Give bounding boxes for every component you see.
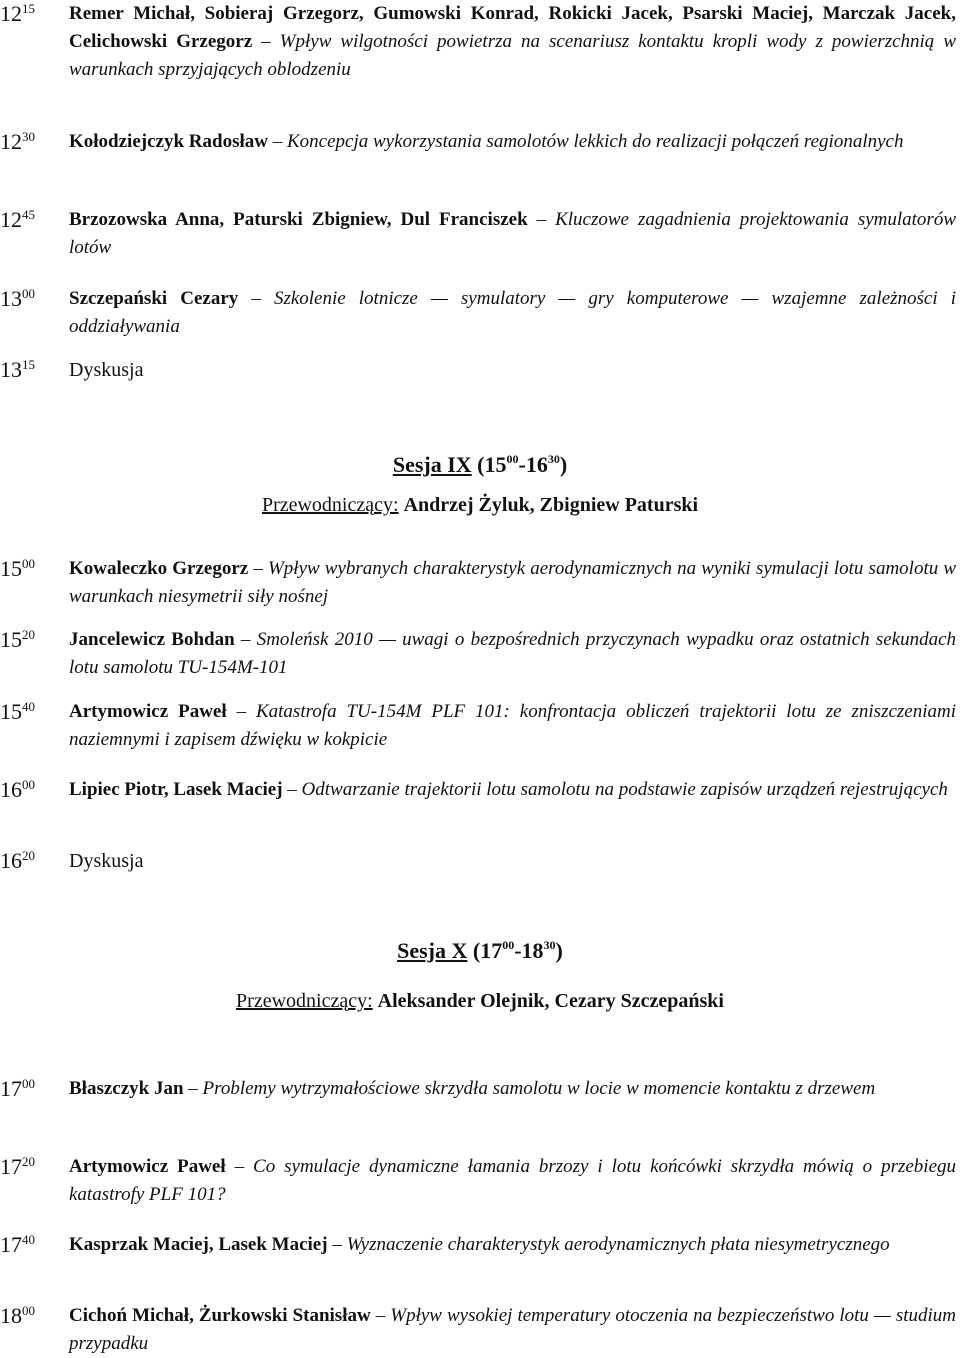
- talk-description: [69, 776, 956, 804]
- talk-description: [69, 356, 956, 385]
- session-time-range: [472, 452, 567, 477]
- talk-separator: –: [536, 209, 547, 230]
- session-name: Sesja IX: [392, 452, 472, 477]
- range-end-hour: -16: [518, 452, 548, 477]
- talk-separator: –: [234, 1156, 245, 1177]
- talk-separator: –: [240, 629, 251, 650]
- talk-description: [69, 626, 956, 682]
- time-minute: 00: [22, 1076, 35, 1091]
- talk-separator: –: [251, 288, 261, 309]
- talk-description: [69, 1231, 956, 1259]
- session-time-range: [467, 938, 562, 963]
- talk-separator: –: [375, 1305, 386, 1326]
- talk-title: Wpływ wysokiej temperatury otoczenia na bezpieczeństwo lotu — studium przypadku: [69, 1305, 957, 1354]
- range-end-minute: 30: [547, 452, 560, 466]
- time-minute: 40: [22, 699, 35, 714]
- talk-description: [69, 555, 956, 611]
- time-hour: 16: [0, 777, 22, 802]
- range-start-hour: (15: [471, 452, 507, 477]
- discussion-label: Dyskusja: [69, 850, 144, 872]
- talk-authors: Jancelewicz Bohdan: [69, 629, 235, 650]
- time-slot: [0, 356, 66, 384]
- talk-separator: –: [287, 779, 297, 800]
- time-slot: [0, 206, 66, 234]
- talk-title: Szkolenie lotnicze — symulatory — gry komputerowe — wzajemne zależności i oddziaływania: [69, 288, 956, 337]
- time-slot: [0, 776, 66, 804]
- time-minute: 00: [22, 1303, 35, 1318]
- time-minute: 30: [22, 129, 35, 144]
- talk-authors: Artymowicz Paweł: [69, 701, 227, 722]
- talk-description: [69, 285, 956, 341]
- chair-names: Andrzej Żyluk, Zbigniew Paturski: [403, 494, 699, 516]
- talk-title: Koncepcja wykorzystania samolotów lekkich do realizacji połączeń regionalnych: [286, 131, 904, 152]
- time-minute: 00: [22, 286, 35, 301]
- time-slot: [0, 847, 66, 875]
- time-slot: [0, 698, 66, 726]
- time-slot: [0, 128, 66, 156]
- time-minute: 20: [22, 1154, 35, 1169]
- talk-authors: Błaszczyk Jan: [69, 1078, 184, 1099]
- talk-description: [69, 0, 956, 84]
- time-minute: 15: [22, 1, 35, 16]
- range-close: ): [555, 938, 563, 963]
- session-chairs: [0, 987, 960, 1015]
- discussion-label: Dyskusja: [69, 359, 144, 381]
- time-minute: 00: [22, 556, 35, 571]
- time-slot: [0, 1153, 66, 1181]
- range-close: ): [559, 452, 568, 477]
- talk-title: Problemy wytrzymałościowe skrzydła samolotu w locie w momencie kontaktu z drzewem: [202, 1078, 876, 1099]
- talk-title: Kluczowe zagadnienia projektowania symulatorów lotów: [69, 209, 956, 258]
- talk-title: Wpływ wilgotności powietrza na scenariusz kontaktu kropli wody z powierzchnią w warunkach sprzyjających oblodzeniu: [69, 31, 956, 80]
- time-minute: 00: [22, 777, 35, 792]
- time-minute: 40: [22, 1232, 35, 1247]
- chair-names: Aleksander Olejnik, Cezary Szczepański: [377, 990, 724, 1012]
- talk-title: Co symulacje dynamiczne łamania brzozy i lotu końcówki skrzydła mówią o przebiegu katastrofy PLF 101?: [69, 1156, 957, 1205]
- talk-title: Wyznaczenie charakterystyk aerodynamicznych płata niesymetrycznego: [346, 1234, 890, 1255]
- time-hour: 12: [0, 129, 22, 154]
- time-minute: 20: [22, 627, 35, 642]
- talk-authors: Cichoń Michał, Żurkowski Stanisław: [69, 1305, 371, 1326]
- talk-authors: Kasprzak Maciej, Lasek Maciej: [69, 1234, 328, 1255]
- time-hour: 15: [0, 556, 22, 581]
- talk-authors: Remer Michał, Sobieraj Grzegorz, Gumowski Konrad, Rokicki Jacek, Psarski Maciej, Marczak Jacek, Celichowski Grzegorz: [69, 3, 956, 52]
- time-slot: [0, 1302, 66, 1330]
- talk-separator: –: [261, 31, 271, 52]
- time-slot: [0, 285, 66, 313]
- talk-separator: –: [188, 1078, 198, 1099]
- session-chairs: [0, 491, 960, 519]
- time-hour: 13: [0, 357, 22, 382]
- talk-authors: Kowaleczko Grzegorz: [69, 558, 249, 579]
- talk-title: Wpływ wybranych charakterystyk aerodynamicznych na wyniki symulacji lotu samolotu w warunkach niesymetrii siły nośnej: [69, 558, 957, 607]
- talk-description: [69, 698, 956, 754]
- time-hour: 15: [0, 699, 22, 724]
- time-hour: 17: [0, 1232, 22, 1257]
- session-heading: [0, 450, 960, 480]
- time-hour: 18: [0, 1303, 22, 1328]
- time-minute: 45: [22, 207, 35, 222]
- talk-description: [69, 128, 956, 156]
- chair-label: Przewodniczący:: [261, 494, 399, 516]
- talk-authors: Brzozowska Anna, Paturski Zbigniew, Dul Franciszek: [69, 209, 528, 230]
- time-hour: 12: [0, 1, 22, 26]
- talk-title: Katastrofa TU-154M PLF 101: konfrontacja obliczeń trajektorii lotu ze zniszczeniami naziemnymi i zapisem dźwięku w kokpicie: [69, 701, 957, 750]
- time-minute: 20: [22, 848, 35, 863]
- time-slot: [0, 626, 66, 654]
- range-start-minute: 00: [506, 452, 519, 466]
- time-minute: 15: [22, 357, 35, 372]
- chair-label: Przewodniczący:: [236, 990, 373, 1012]
- talk-separator: –: [253, 558, 263, 579]
- time-hour: 17: [0, 1154, 22, 1179]
- talk-authors: Kołodziejczyk Radosław: [69, 131, 268, 152]
- time-slot: [0, 0, 66, 28]
- time-slot: [0, 555, 66, 583]
- session-heading: [0, 936, 960, 966]
- range-start-minute: 00: [502, 938, 515, 952]
- talk-separator: –: [332, 1234, 342, 1255]
- range-start-hour: (17: [467, 938, 503, 963]
- talk-authors: Lipiec Piotr, Lasek Maciej: [69, 779, 283, 800]
- time-hour: 17: [0, 1076, 22, 1101]
- time-slot: [0, 1075, 66, 1103]
- talk-authors: Szczepański Cezary: [69, 288, 239, 309]
- talk-description: [69, 847, 956, 876]
- time-hour: 13: [0, 286, 22, 311]
- talk-authors: Artymowicz Paweł: [69, 1156, 226, 1177]
- talk-description: [69, 206, 956, 262]
- talk-separator: –: [272, 131, 283, 152]
- time-hour: 15: [0, 627, 22, 652]
- time-hour: 12: [0, 207, 22, 232]
- time-slot: [0, 1231, 66, 1259]
- talk-separator: –: [236, 701, 247, 722]
- talk-description: [69, 1153, 956, 1209]
- talk-description: [69, 1302, 956, 1358]
- talk-description: [69, 1075, 956, 1103]
- session-name: Sesja X: [397, 938, 468, 963]
- range-end-minute: 30: [543, 938, 556, 952]
- talk-title: Smoleńsk 2010 — uwagi o bezpośrednich przyczynach wypadku oraz ostatnich sekundach lotu samolotu TU-154M-101: [69, 629, 957, 678]
- time-hour: 16: [0, 848, 22, 873]
- range-end-hour: -18: [514, 938, 544, 963]
- talk-title: Odtwarzanie trajektorii lotu samolotu na podstawie zapisów urządzeń rejestrujących: [301, 779, 948, 800]
